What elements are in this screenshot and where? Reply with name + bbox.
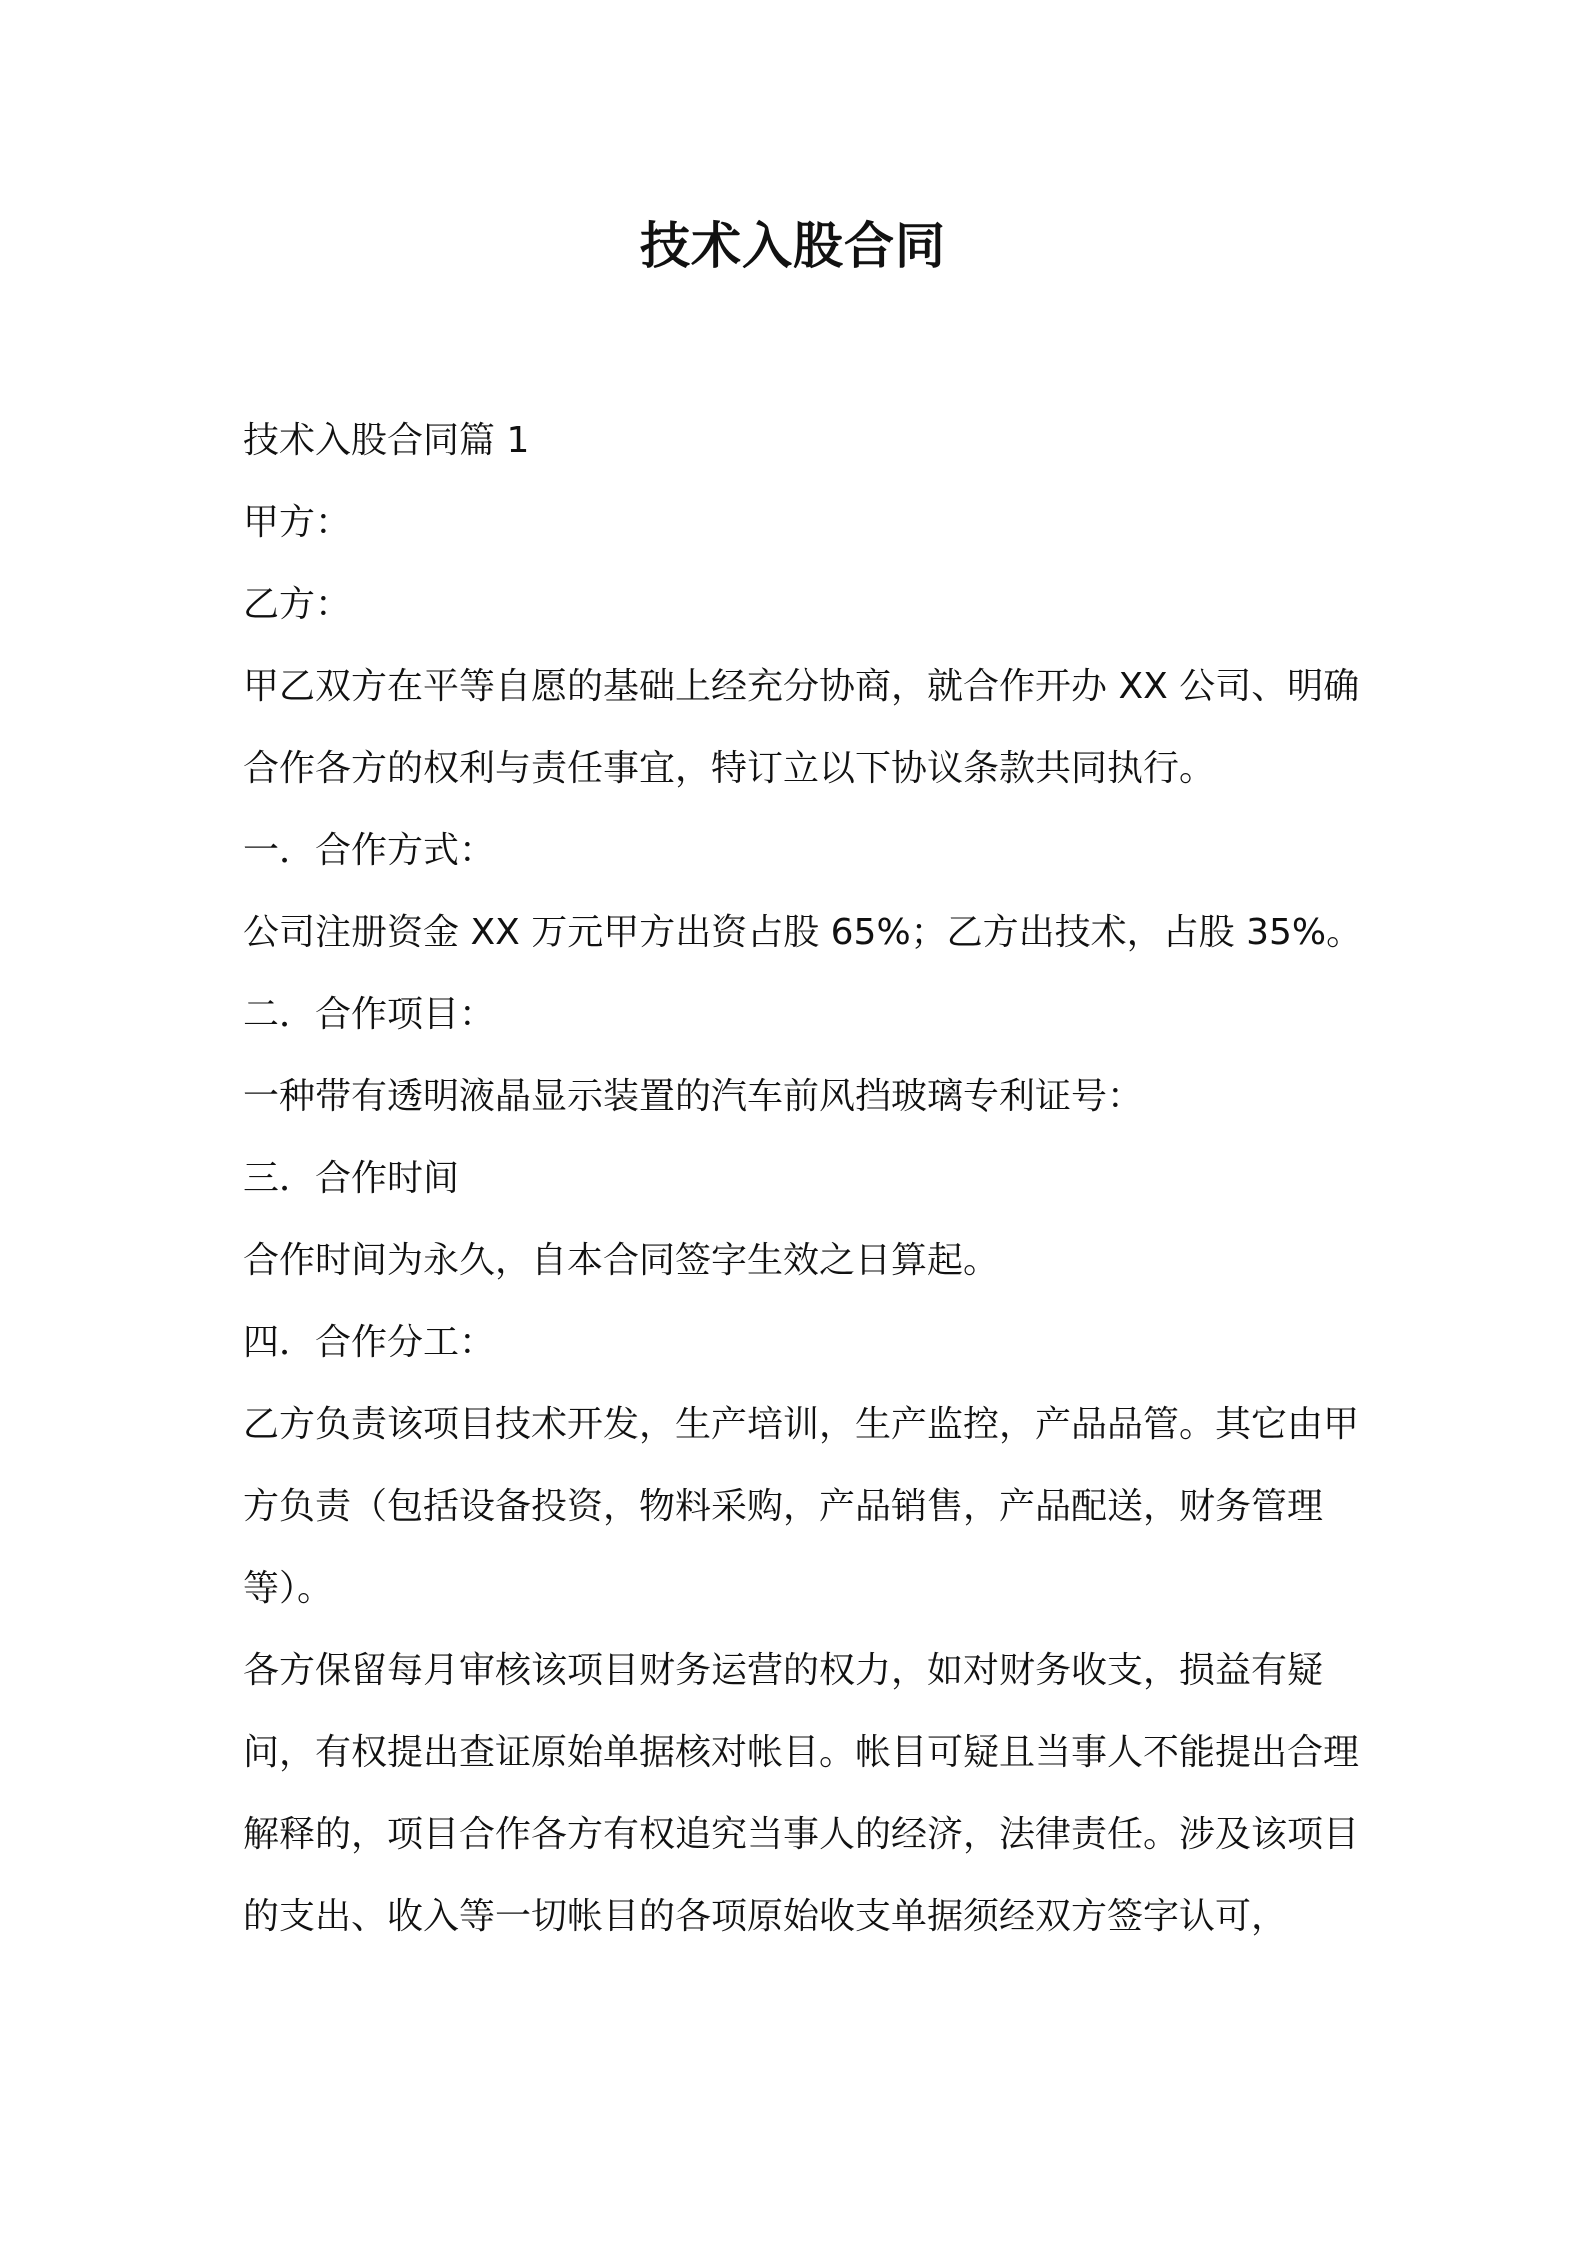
document-title: 技术入股合同	[640, 217, 946, 275]
clause-3-heading: 三．合作时间	[243, 1158, 460, 1199]
clause-1-text: 公司注册资金 XX 万元甲方出资占股 65%；乙方出技术，占股 35%。	[243, 912, 1363, 953]
party-a-line: 甲方：	[243, 502, 352, 543]
section-heading: 技术入股合同篇 1	[243, 420, 530, 461]
clause-4-text: 乙方负责该项目技术开发，生产培训，生产监控，产品品管。其它由甲方负责（包括设备投资，物料采购，产品销售，产品配送，财务管理等）。	[243, 1404, 1360, 1609]
clause-4-heading: 四．合作分工：	[243, 1322, 496, 1363]
clause-2-heading: 二．合作项目：	[243, 994, 496, 1035]
audit-paragraph: 各方保留每月审核该项目财务运营的权力，如对财务收支，损益有疑问，有权提出查证原始单据核对帐目。帐目可疑且当事人不能提出合理解释的，项目合作各方有权追究当事人的经济，法律责任。涉及该项目的支出、收入等一切帐目的各项原始收支单据须经双方签字认可，	[243, 1650, 1360, 1937]
clause-2-text: 一种带有透明液晶显示装置的汽车前风挡玻璃专利证号：	[243, 1076, 1144, 1117]
document-body	[243, 400, 1363, 1958]
clause-1-heading: 一．合作方式：	[243, 830, 496, 871]
preamble-paragraph: 甲乙双方在平等自愿的基础上经充分协商，就合作开办 XX 公司、明确合作各方的权利与责任事宜，特订立以下协议条款共同执行。	[243, 666, 1360, 789]
party-b-line: 乙方：	[243, 584, 352, 625]
clause-3-text: 合作时间为永久，自本合同签字生效之日算起。	[243, 1240, 1000, 1281]
